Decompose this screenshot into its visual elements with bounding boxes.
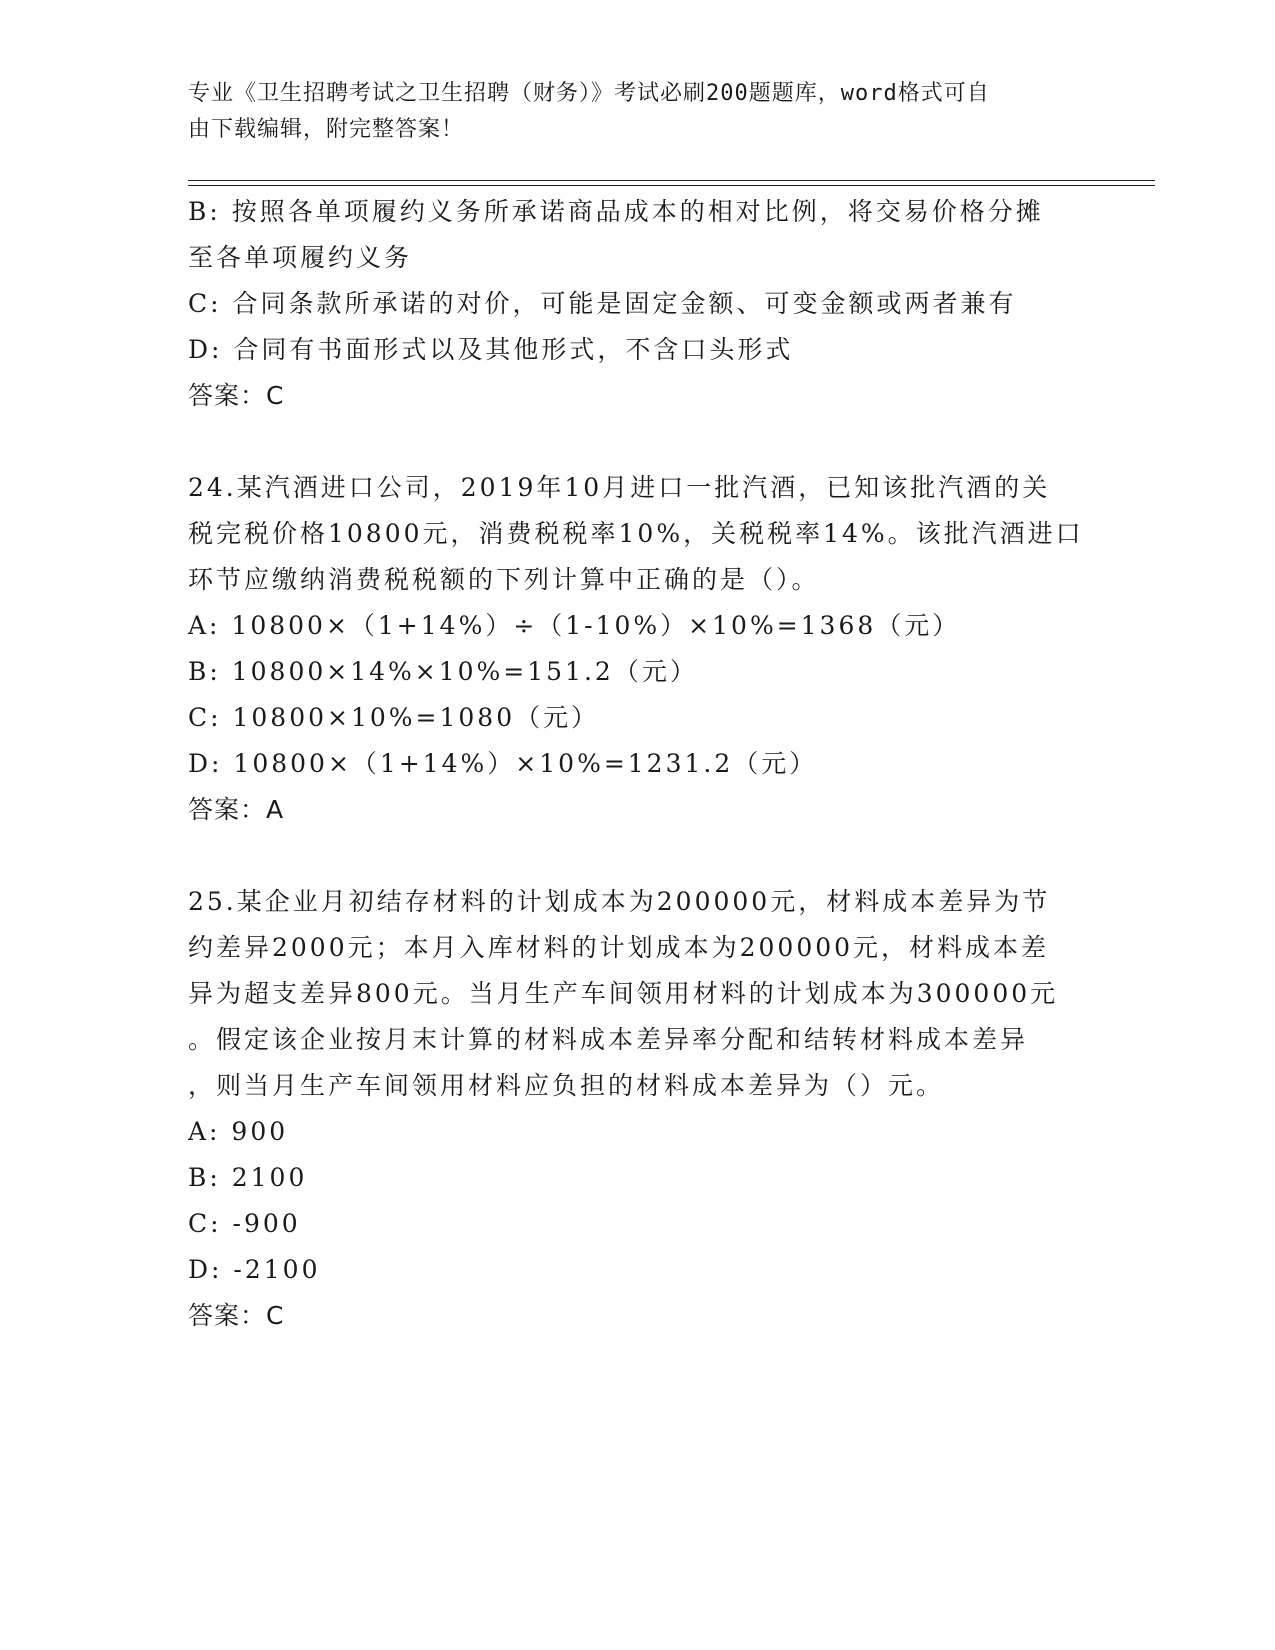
answer: 答案：C: [188, 381, 285, 410]
question-stem-line-2: 约差异2000元；本月入库材料的计划成本为200000元，材料成本差: [188, 933, 1050, 962]
header-line-1: 专业《卫生招聘考试之卫生招聘（财务）》考试必刷200题题库，word格式可自: [188, 81, 990, 106]
question-stem-line-1: 24.某汽酒进口公司，2019年10月进口一批汽酒，已知该批汽酒的关: [188, 473, 1051, 502]
header-divider-bottom: [188, 185, 1155, 186]
spacer: [188, 833, 1088, 879]
question-stem-line-3: 环节应缴纳消费税税额的下列计算中正确的是（）。: [188, 565, 820, 594]
question-stem-line-4: 。假定该企业按月末计算的材料成本差异率分配和结转材料成本差异: [188, 1025, 1029, 1054]
option-d: D: 合同有书面形式以及其他形式，不含口头形式: [188, 335, 794, 364]
spacer: [188, 419, 1088, 465]
document-body: [188, 189, 1088, 1339]
question-23-tail: [188, 189, 1088, 419]
question-24: [188, 465, 1088, 833]
header-divider-top: [188, 180, 1155, 181]
question-stem-line-3: 异为超支差异800元。当月生产车间领用材料的计划成本为300000元: [188, 979, 1059, 1008]
option-c: C: -900: [188, 1209, 301, 1238]
option-b-line-1: B: 按照各单项履约义务所承诺商品成本的相对比例，将交易价格分摊: [188, 197, 1044, 226]
option-b: B: 10800×14%×10%=151.2（元）: [188, 657, 698, 686]
answer: 答案：A: [188, 795, 285, 824]
question-stem-line-2: 税完税价格10800元，消费税税率10%，关税税率14%。该批汽酒进口: [188, 519, 1084, 548]
option-b: B: 2100: [188, 1163, 308, 1192]
option-b-line-2: 至各单项履约义务: [188, 243, 413, 272]
question-25: [188, 879, 1088, 1339]
question-stem-line-1: 25.某企业月初结存材料的计划成本为200000元，材料成本差异为节: [188, 887, 1051, 916]
option-c: C: 合同条款所承诺的对价，可能是固定金额、可变金额或两者兼有: [188, 289, 1017, 318]
option-c: C: 10800×10%=1080（元）: [188, 703, 600, 732]
question-stem-line-5: ，则当月生产车间领用材料应负担的材料成本差异为（）元。: [188, 1071, 945, 1100]
option-a: A: 10800×（1+14%）÷（1-10%）×10%=1368（元）: [188, 611, 961, 640]
option-d: D: 10800×（1+14%）×10%=1231.2（元）: [188, 749, 818, 778]
option-a: A: 900: [188, 1117, 289, 1146]
option-d: D: -2100: [188, 1255, 321, 1284]
answer: 答案：C: [188, 1301, 285, 1330]
document-header: [188, 76, 1088, 148]
header-line-2: 由下载编辑，附完整答案！: [188, 117, 465, 142]
